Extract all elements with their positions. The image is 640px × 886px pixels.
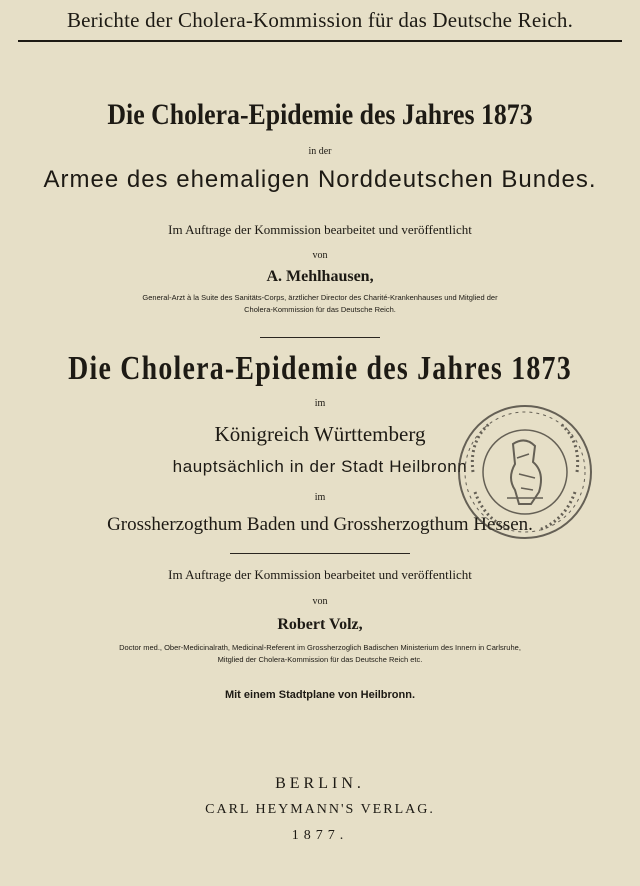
series-rule <box>18 40 622 42</box>
part1-subtitle: Armee des ehemaligen Norddeutschen Bundes. <box>43 166 597 193</box>
part2-divider <box>230 553 410 554</box>
part2-author-bio-1: Doctor med., Ober-Medicinalrath, Medicinal-Referent im Grossherzoglich Badischen Ministerium des Innern in Carlsruhe, <box>119 643 521 652</box>
part2-author: Robert Volz, <box>277 616 363 633</box>
part2-commission: Im Auftrage der Kommission bearbeitet und veröffentlicht <box>168 567 472 582</box>
part2-connector-2: im <box>314 492 326 503</box>
part1-connector: in der <box>308 146 332 157</box>
part1-author-bio-2: Cholera-Kommission für das Deutsche Reich. <box>244 305 396 314</box>
part1-author-bio-1: General-Arzt à la Suite des Sanitäts-Corps, ärztlicher Director des Charité-Krankenhauses und Mitglied der <box>142 293 498 302</box>
part2-city-line: hauptsächlich in der Stadt Heilbronn <box>172 457 468 476</box>
part2-title: Die Cholera-Epidemie des Jahres 1873 <box>68 350 572 387</box>
part1-by: von <box>312 250 328 261</box>
part2-author-bio-2: Mitglied der Cholera-Kommission für das Deutsche Reich etc. <box>217 655 423 664</box>
series-title: Berichte der Cholera-Kommission für das Deutsche Reich. <box>66 8 574 32</box>
part2-duchies: Grossherzogthum Baden und Grossherzogthum Hessen. <box>107 514 533 535</box>
part1-title: Die Cholera-Epidemie des Jahres 1873 <box>107 98 533 131</box>
library-stamp-icon <box>455 402 595 542</box>
imprint-publisher: CARL HEYMANN'S VERLAG. <box>205 802 435 817</box>
part1-author: A. Mehlhausen, <box>266 268 374 285</box>
imprint-year: 1877. <box>291 828 349 843</box>
part1-commission: Im Auftrage der Kommission bearbeitet und veröffentlicht <box>168 222 472 237</box>
part2-kingdom: Königreich Württemberg <box>214 422 426 446</box>
map-note: Mit einem Stadtplane von Heilbronn. <box>224 689 416 701</box>
part2-connector: im <box>314 398 326 409</box>
part2-by: von <box>312 596 328 607</box>
section-divider <box>260 337 380 338</box>
imprint-city: BERLIN. <box>275 775 365 792</box>
